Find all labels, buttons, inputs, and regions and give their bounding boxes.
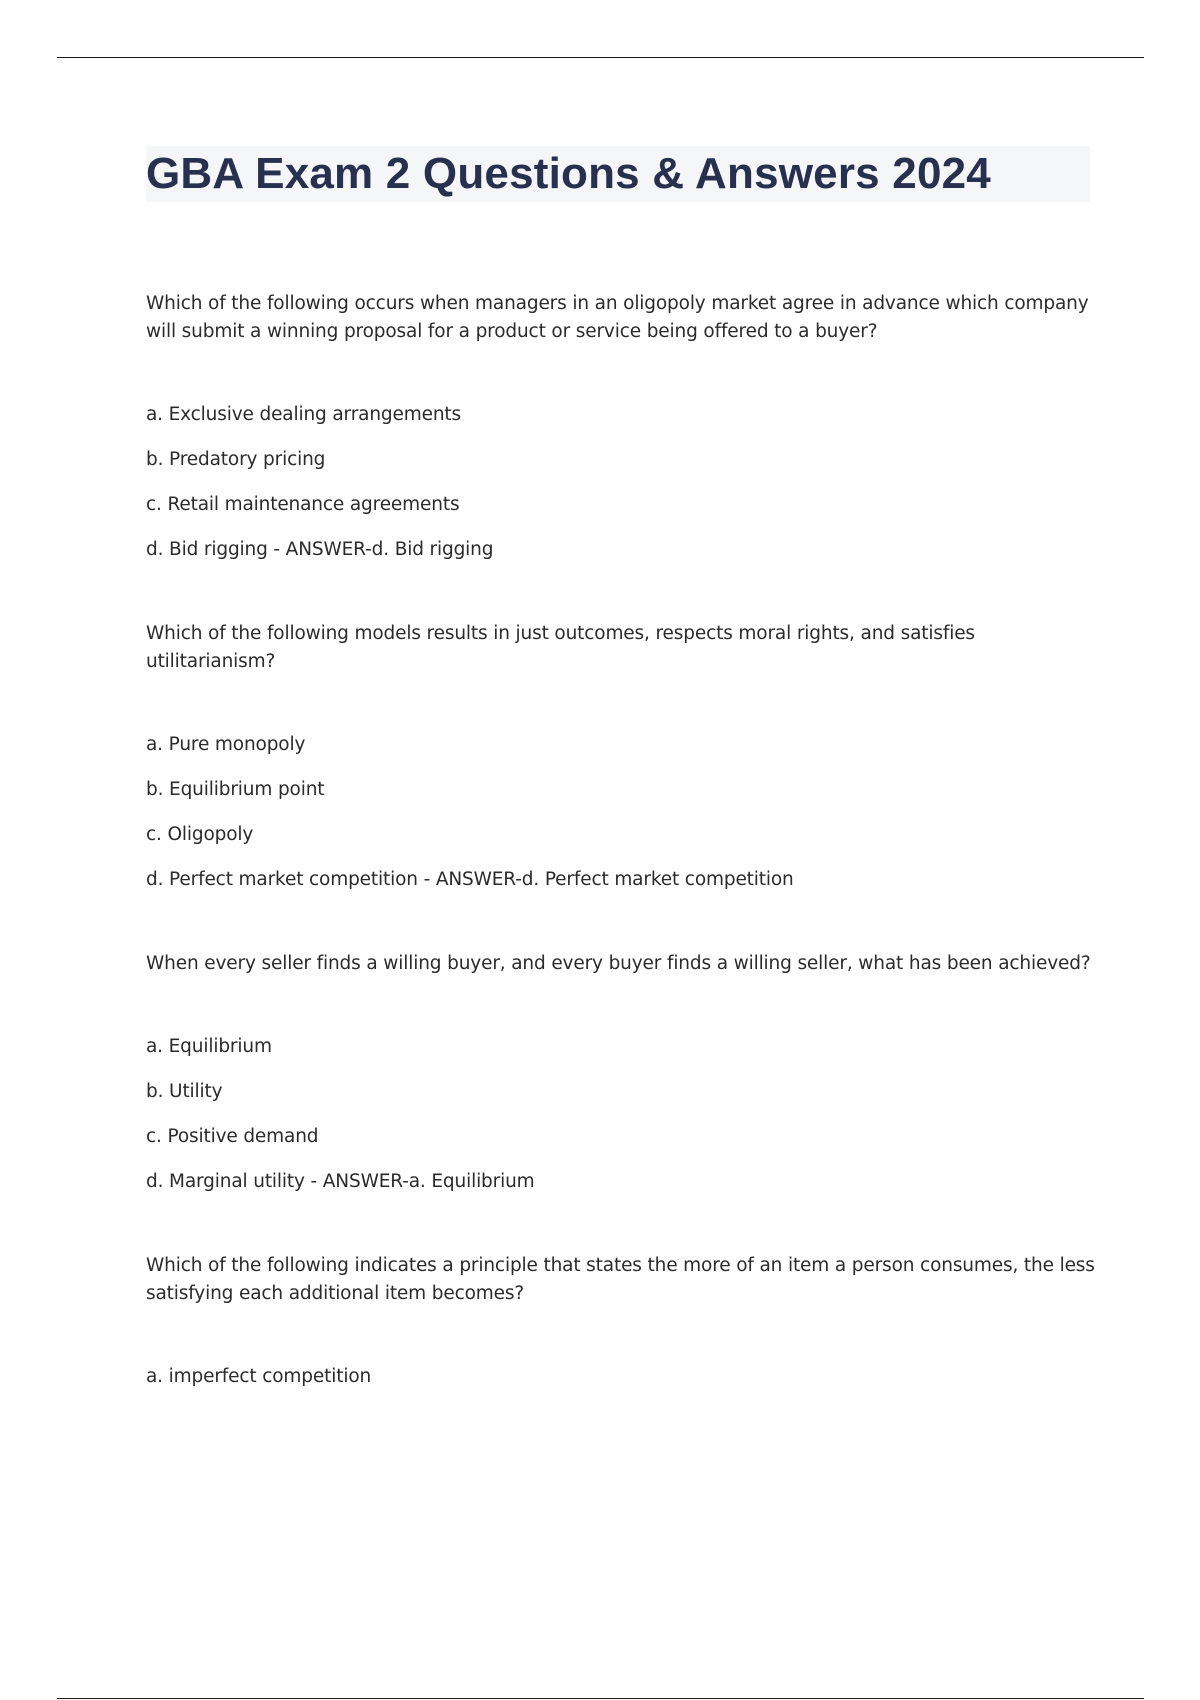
answer-option: a. Pure monopoly — [146, 734, 306, 755]
question-text: Which of the following occurs when managers in an oligopoly market agree in advance which company will submit a winning proposal for a product or service being offered to a buyer? — [146, 293, 1089, 342]
answer-option: a. Exclusive dealing arrangements — [146, 404, 462, 425]
answer-option: b. Predatory pricing — [146, 449, 326, 470]
question-block-3 — [146, 950, 1096, 1196]
answer-option: a. imperfect competition — [146, 1366, 372, 1387]
answer-option: b. Utility — [146, 1081, 223, 1102]
question-text: Which of the following models results in just outcomes, respects moral rights, and satisfies utilitarianism? — [146, 623, 975, 672]
answer-option: a. Equilibrium — [146, 1036, 272, 1057]
document-title: GBA Exam 2 Questions & Answers 2024 — [146, 149, 991, 198]
answer-option: c. Oligopoly — [146, 824, 254, 845]
footer-rule — [57, 1698, 1144, 1699]
question-block-1 — [146, 290, 1096, 564]
answer-option-with-answer: d. Marginal utility - ANSWER-a. Equilibrium — [146, 1171, 535, 1192]
answer-option-with-answer: d. Bid rigging - ANSWER-d. Bid rigging — [146, 539, 494, 560]
question-text: When every seller finds a willing buyer, and every buyer finds a willing seller, what has been achieved? — [146, 953, 1091, 974]
answer-option: b. Equilibrium point — [146, 779, 325, 800]
question-block-4 — [146, 1252, 1096, 1391]
header-rule — [57, 57, 1144, 58]
answer-option: c. Retail maintenance agreements — [146, 494, 460, 515]
title-banner — [146, 146, 1090, 202]
question-block-2 — [146, 620, 1096, 894]
answer-option: c. Positive demand — [146, 1126, 319, 1147]
answer-option-with-answer: d. Perfect market competition - ANSWER-d. Perfect market competition — [146, 869, 794, 890]
questions-list — [146, 290, 1096, 1408]
question-text: Which of the following indicates a principle that states the more of an item a person consumes, the less satisfying each additional item becomes? — [146, 1255, 1095, 1304]
